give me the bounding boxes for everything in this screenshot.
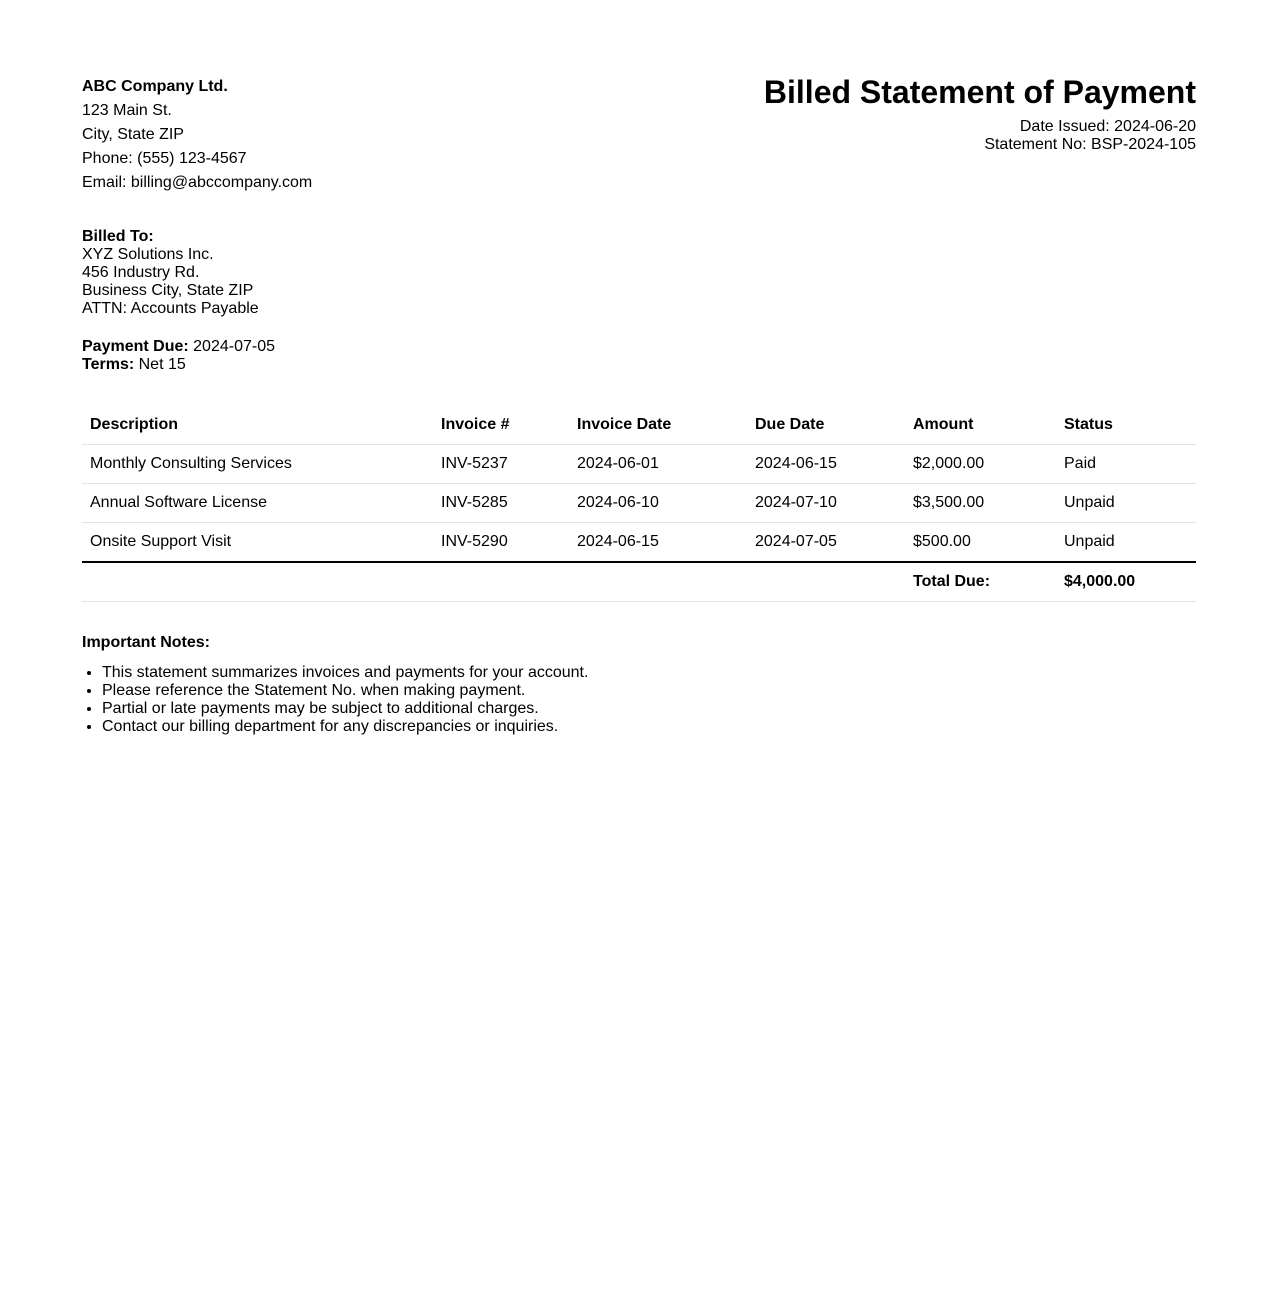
total-due-value: $4,000.00 [1056, 562, 1196, 602]
header-invoice-number: Invoice # [433, 406, 569, 445]
company-phone: Phone: (555) 123-4567 [82, 150, 247, 167]
cell-invoice-date: 2024-06-01 [569, 445, 747, 484]
invoice-table [82, 406, 1196, 602]
billed-to-attn: ATTN: Accounts Payable [82, 300, 259, 317]
statement-title: Billed Statement of Payment [763, 74, 1196, 110]
billed-to-section [82, 228, 259, 318]
cell-invoice-number: INV-5290 [433, 523, 569, 563]
payment-terms-section [82, 338, 275, 374]
billed-to-name: XYZ Solutions Inc. [82, 246, 214, 263]
cell-status: Paid [1056, 445, 1196, 484]
cell-due-date: 2024-07-10 [747, 484, 905, 523]
billed-to-address-line-1: 456 Industry Rd. [82, 264, 200, 281]
company-address-line-1: 123 Main St. [82, 102, 172, 119]
terms-label: Terms: [82, 356, 135, 373]
cell-amount: $500.00 [905, 523, 1056, 563]
total-spacer [569, 562, 747, 602]
cell-invoice-number: INV-5285 [433, 484, 569, 523]
total-spacer [82, 562, 433, 602]
payment-due-value: 2024-07-05 [193, 338, 275, 355]
payment-due [82, 338, 275, 356]
terms-value: Net 15 [138, 356, 186, 373]
cell-amount: $3,500.00 [905, 484, 1056, 523]
cell-status: Unpaid [1056, 523, 1196, 563]
company-info [82, 75, 312, 195]
billed-to-address-line-2: Business City, State ZIP [82, 282, 254, 299]
terms [82, 356, 275, 374]
cell-amount: $2,000.00 [905, 445, 1056, 484]
date-issued: Date Issued: 2024-06-20 [1019, 118, 1196, 135]
list-item: • Partial or late payments may be subject to additional charges. [102, 700, 588, 718]
statement-number: Statement No: BSP-2024-105 [984, 136, 1196, 153]
list-item: • This statement summarizes invoices and payments for your account. [102, 664, 588, 682]
total-due-label: Total Due: [905, 562, 1056, 602]
total-spacer [433, 562, 569, 602]
cell-invoice-date: 2024-06-10 [569, 484, 747, 523]
important-notes [82, 634, 588, 736]
cell-invoice-date: 2024-06-15 [569, 523, 747, 563]
statement-header [764, 72, 1196, 154]
cell-description: Annual Software License [82, 484, 433, 523]
company-address-line-2: City, State ZIP [82, 126, 184, 143]
header-status: Status [1056, 406, 1196, 445]
notes-list [82, 664, 588, 736]
header-amount: Amount [905, 406, 1056, 445]
table-row [82, 484, 1196, 523]
table-row [82, 445, 1196, 484]
table-row [82, 523, 1196, 563]
cell-due-date: 2024-07-05 [747, 523, 905, 563]
company-email: Email: billing@abccompany.com [82, 174, 313, 191]
cell-description: Monthly Consulting Services [82, 445, 433, 484]
list-item: • Please reference the Statement No. when making payment. [102, 682, 588, 700]
notes-label: Important Notes: [82, 634, 210, 651]
cell-description: Onsite Support Visit [82, 523, 433, 563]
total-spacer [747, 562, 905, 602]
list-item: • Contact our billing department for any discrepancies or inquiries. [102, 718, 588, 736]
header-due-date: Due Date [747, 406, 905, 445]
billed-to-label: Billed To: [82, 228, 154, 245]
cell-status: Unpaid [1056, 484, 1196, 523]
total-row [82, 562, 1196, 602]
header-invoice-date: Invoice Date [569, 406, 747, 445]
payment-due-label: Payment Due: [82, 338, 189, 355]
cell-invoice-number: INV-5237 [433, 445, 569, 484]
statement-meta [764, 118, 1196, 154]
company-name: ABC Company Ltd. [82, 78, 228, 95]
table-header-row [82, 406, 1196, 445]
header-description: Description [82, 406, 433, 445]
cell-due-date: 2024-06-15 [747, 445, 905, 484]
